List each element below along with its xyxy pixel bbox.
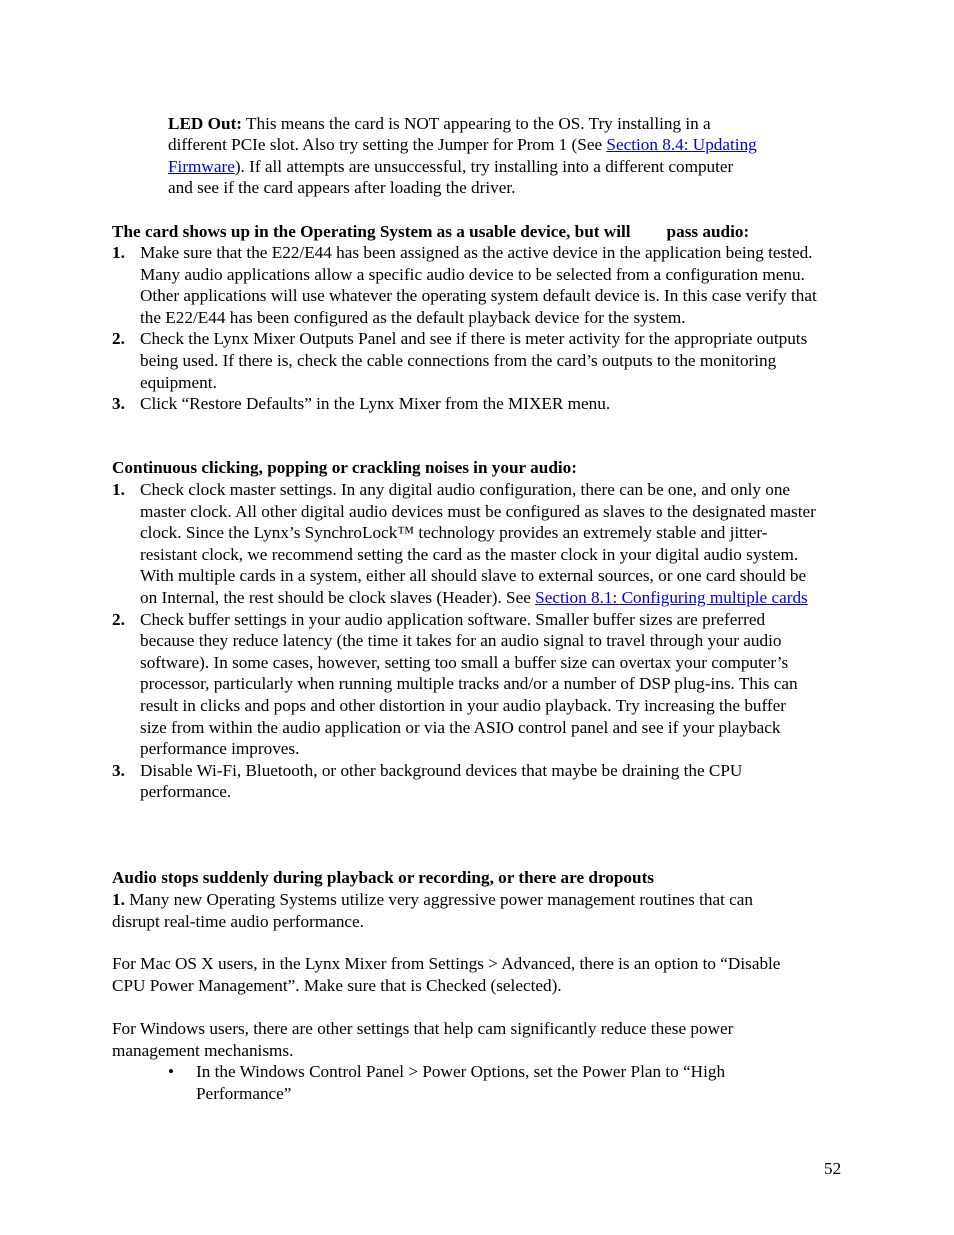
list-item: 2. Check the Lynx Mixer Outputs Panel and see if there is meter activity for the appropriate outputs being used. If there is, check the cable connections from the card’s outputs to the monitoring equipment. <box>112 329 808 392</box>
clicking-heading: Continuous clicking, popping or crackling noises in your audio: <box>112 458 577 477</box>
bullet-icon: • <box>168 1062 175 1081</box>
mac-paragraph: For Mac OS X users, in the Lynx Mixer from Settings > Advanced, there is an option to “Disable CPU Power Management”. Make sure that is Checked (selected). <box>112 954 781 995</box>
no-audio-heading: The card shows up in the Operating System as a usable device, but will pass audio: <box>112 222 750 241</box>
dropouts-item-1: 1. Many new Operating Systems utilize very aggressive power management routines that can disrupt real-time audio performance. <box>112 890 754 931</box>
led-out-line-4: and see if the card appears after loading the driver. <box>168 178 516 197</box>
led-out-label: LED Out: <box>168 114 243 133</box>
page-number: 52 <box>824 1159 842 1178</box>
clicking-list <box>112 479 817 803</box>
no-audio-list <box>112 242 817 415</box>
list-item: 1. Make sure that the E22/E44 has been assigned as the active device in the application being tested. Many audio applications allow a specific audio device to be selected from a configuration menu. Other applications will use whatever the operating system default device is. In this case verify that the E22/E44 has been configured as the default playback device for the system. <box>112 243 817 327</box>
led-out-line-2: different PCIe slot. Also try setting the Jumper for Prom 1 (See Section 8.4: Updating <box>168 135 757 154</box>
section-8-4-link[interactable]: Section 8.4: Updating <box>606 135 757 154</box>
windows-paragraph: For Windows users, there are other settings that help cam significantly reduce these power management mechanisms. <box>112 1019 734 1060</box>
power-plan-bullet: • In the Windows Control Panel > Power Options, set the Power Plan to “High Performance” <box>168 1062 726 1103</box>
list-item: 3. Click “Restore Defaults” in the Lynx Mixer from the MIXER menu. <box>112 394 611 414</box>
list-item: 2. Check buffer settings in your audio application software. Smaller buffer sizes are preferred because they reduce latency (the time it takes for an audio signal to travel through your audio software). In some cases, however, setting too small a buffer size can overtax your computer’s processor, particularly when running multiple tracks and/or a number of DSP plug-ins. This can result in clicks and pops and other distortion in your audio playback. Try increasing the buffer size from within the audio application or via the ASIO control panel and see if your playback performance improves. <box>112 609 798 759</box>
list-item: 1. Check clock master settings. In any digital audio configuration, there can be one, and only one master clock. All other digital audio devices must be configured as slaves to the designated master clock. Since the Lynx’s SynchroLock™ technology provides an extremely stable and jitter-resistant clock, we recommend setting the card as the master clock in your digital audio system. With multiple cards in a system, either all should slave to external sources, or one card should be on Internal, the rest should be clock slaves (Header). See Section 8.1: Configuring multiple cards <box>112 480 816 607</box>
led-out-line-1: LED Out: This means the card is NOT appearing to the OS. Try installing in a <box>168 114 711 133</box>
list-item: 3. Disable Wi-Fi, Bluetooth, or other background devices that maybe be draining the CPU performance. <box>112 760 743 802</box>
dropouts-heading: Audio stops suddenly during playback or recording, or there are dropouts <box>112 868 654 887</box>
firmware-link[interactable]: Firmware <box>168 157 235 176</box>
led-out-line-3: Firmware). If all attempts are unsuccessful, try installing into a different computer <box>112 156 733 177</box>
section-8-1-link[interactable]: Section 8.1: Configuring multiple cards <box>535 587 808 607</box>
